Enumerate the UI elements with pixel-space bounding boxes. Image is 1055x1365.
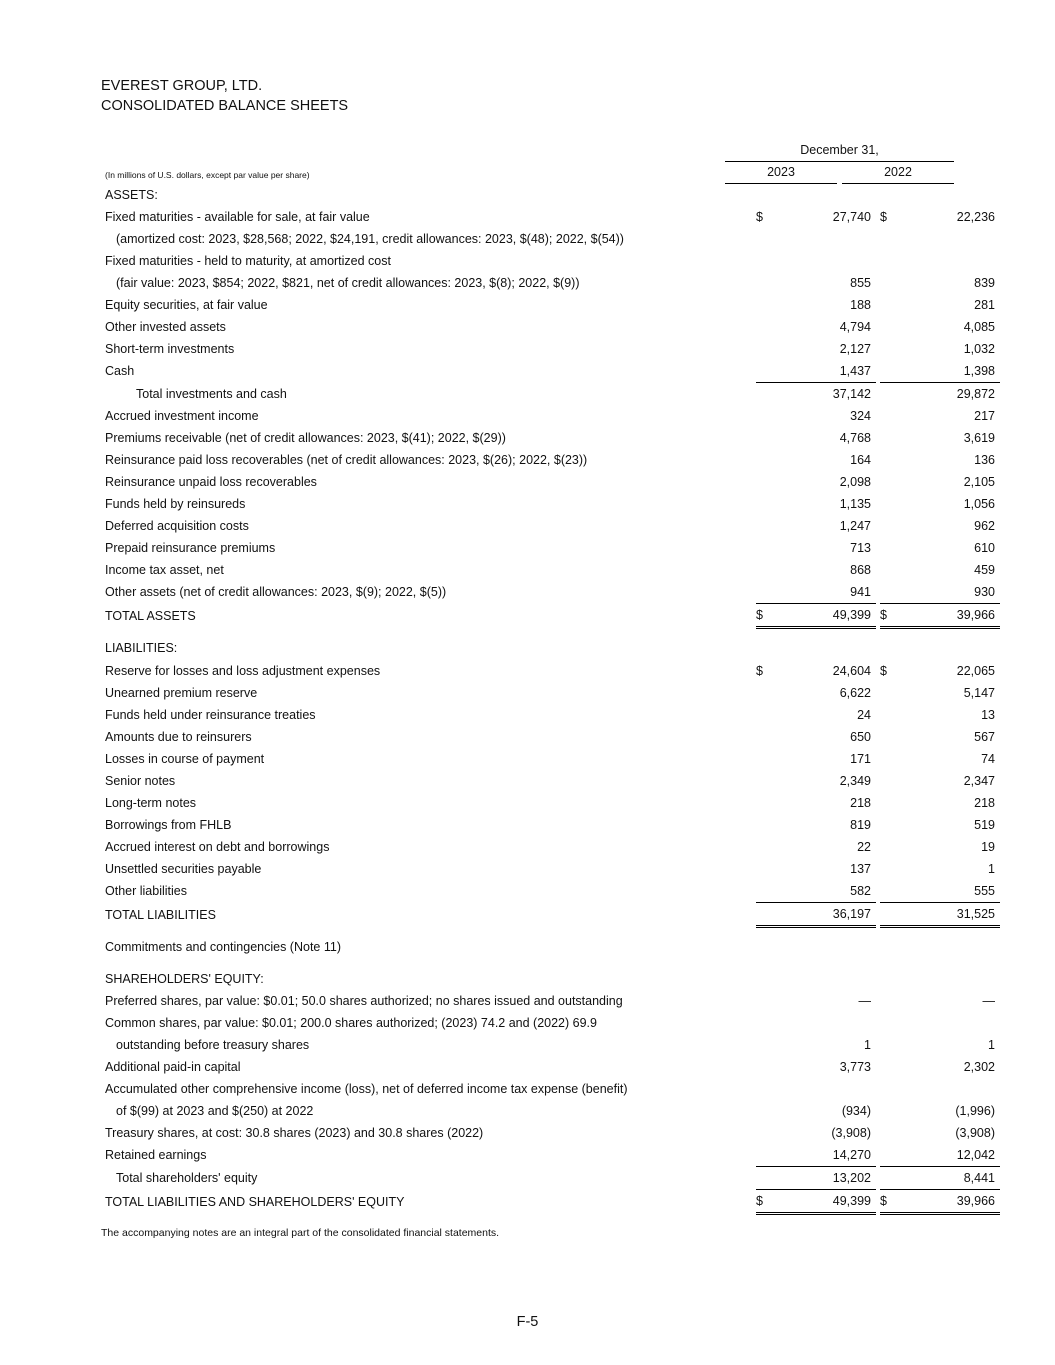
row-label: Deferred acquisition costs — [105, 519, 249, 533]
value-2022: (3,908) — [955, 1126, 995, 1140]
value-2022: 1,032 — [963, 342, 995, 356]
value-2023: 3,773 — [839, 1060, 871, 1074]
table-row — [105, 660, 1000, 682]
value-2022: 217 — [974, 409, 995, 423]
table-row — [105, 250, 1000, 272]
value-2022: 2,302 — [963, 1060, 995, 1074]
value-2022: 555 — [974, 884, 995, 898]
value-2022: 136 — [974, 453, 995, 467]
currency-2022: $ — [880, 210, 887, 224]
value-2022: — — [982, 994, 995, 1008]
company-name: EVEREST GROUP, LTD. — [101, 78, 263, 94]
value-2022: 74 — [981, 752, 995, 766]
subtotal-row — [105, 383, 1000, 406]
value-2023: 49,399 — [768, 604, 871, 628]
total-row — [105, 604, 1000, 628]
row-label: Long-term notes — [105, 796, 197, 810]
value-2022: 281 — [974, 298, 995, 312]
value-2023: 4,794 — [839, 320, 871, 334]
value-2022: 13 — [981, 708, 995, 722]
value-2022: 1,398 — [963, 364, 995, 378]
currency-2023: $ — [756, 664, 763, 678]
table-row — [105, 493, 1000, 515]
row-label: of $(99) at 2023 and $(250) at 2022 — [116, 1104, 314, 1118]
value-2022: 22,236 — [956, 210, 995, 224]
value-2023: 218 — [850, 796, 871, 810]
value-2023: 582 — [850, 884, 871, 898]
value-2023: 713 — [850, 541, 871, 555]
value-2022: 1 — [988, 1038, 995, 1052]
table-row — [105, 471, 1000, 493]
value-2023: 855 — [850, 276, 871, 290]
value-2022: 519 — [974, 818, 995, 832]
table-row — [105, 360, 1000, 383]
table-row — [105, 1122, 1000, 1144]
row-label: Accrued interest on debt and borrowings — [105, 840, 330, 854]
table-row — [105, 726, 1000, 748]
value-2023: 137 — [850, 862, 871, 876]
value-2022: 4,085 — [963, 320, 995, 334]
row-label: Premiums receivable (net of credit allowances: 2023, $(41); 2022, $(29)) — [105, 431, 506, 445]
table-row — [105, 880, 1000, 903]
row-label: Common shares, par value: $0.01; 200.0 shares authorized; (2023) 74.2 and (2022) 69.9 — [105, 1016, 597, 1030]
table-row — [105, 1100, 1000, 1122]
row-label: Unsettled securities payable — [105, 862, 262, 876]
row-label: Unearned premium reserve — [105, 686, 258, 700]
table-row — [105, 748, 1000, 770]
section-header — [105, 959, 1000, 990]
value-2023: 6,622 — [839, 686, 871, 700]
value-2023: 22 — [857, 840, 871, 854]
row-label: Reserve for losses and loss adjustment expenses — [105, 664, 381, 678]
row-label: Funds held under reinsurance treaties — [105, 708, 316, 722]
table-row — [105, 405, 1000, 427]
value-2023: 36,197 — [768, 903, 871, 927]
value-2023: 27,740 — [832, 210, 871, 224]
table-row — [105, 1144, 1000, 1167]
table-row — [105, 1034, 1000, 1056]
value-2023: 1,135 — [839, 497, 871, 511]
value-2023: (3,908) — [831, 1126, 871, 1140]
row-label: Reinsurance paid loss recoverables (net of credit allowances: 2023, $(26); 2022, $(23)) — [105, 453, 588, 467]
value-2023: 1,247 — [839, 519, 871, 533]
value-2022: 39,966 — [892, 604, 995, 628]
table-row — [105, 537, 1000, 559]
value-2023: 164 — [850, 453, 871, 467]
currency-2022: $ — [880, 1190, 892, 1214]
value-2022: 218 — [974, 796, 995, 810]
row-label: Commitments and contingencies (Note 11) — [105, 940, 341, 955]
value-2022: 567 — [974, 730, 995, 744]
row-label: Retained earnings — [105, 1148, 207, 1163]
value-2022: 2,105 — [963, 475, 995, 489]
table-row — [105, 1056, 1000, 1078]
value-2022: 19 — [981, 840, 995, 854]
table-row — [105, 581, 1000, 604]
row-label: Losses in course of payment — [105, 752, 265, 766]
table-row — [105, 559, 1000, 581]
total-row — [105, 1190, 1000, 1214]
row-label: Other invested assets — [105, 320, 226, 334]
row-label: (fair value: 2023, $854; 2022, $821, net of credit allowances: 2023, $(8); 2022, $(9)) — [116, 276, 580, 290]
row-label: Accrued investment income — [105, 409, 259, 423]
table-row — [105, 792, 1000, 814]
row-label: ASSETS: — [105, 188, 158, 202]
section-header — [105, 184, 1000, 206]
value-2022: 610 — [974, 541, 995, 555]
currency-2022: $ — [880, 664, 887, 678]
value-2023: 171 — [850, 752, 871, 766]
table-row — [105, 836, 1000, 858]
value-2023: 819 — [850, 818, 871, 832]
row-label: Preferred shares, par value: $0.01; 50.0 shares authorized; no shares issued and outstanding — [105, 994, 623, 1008]
table-row — [105, 294, 1000, 316]
table-row — [105, 1078, 1000, 1100]
table-row — [105, 927, 1000, 960]
value-2023: 650 — [850, 730, 871, 744]
section-header — [105, 628, 1000, 661]
table-row — [105, 316, 1000, 338]
table-row — [105, 272, 1000, 294]
value-2022: 962 — [974, 519, 995, 533]
value-2022: 5,147 — [963, 686, 995, 700]
value-2023: 868 — [850, 563, 871, 577]
value-2022: 2,347 — [963, 774, 995, 788]
value-2022: 839 — [974, 276, 995, 290]
currency-2023: $ — [756, 210, 763, 224]
value-2023: 14,270 — [832, 1148, 871, 1162]
value-2023: 188 — [850, 298, 871, 312]
value-2023: 2,349 — [839, 774, 871, 788]
row-label: Funds held by reinsureds — [105, 497, 246, 511]
table-row — [105, 770, 1000, 792]
total-row — [105, 903, 1000, 927]
row-label: TOTAL LIABILITIES AND SHAREHOLDERS' EQUITY — [105, 1194, 405, 1209]
units-note: (In millions of U.S. dollars, except par value per share) — [105, 170, 310, 180]
row-label: (amortized cost: 2023, $28,568; 2022, $24,191, credit allowances: 2023, $(48); 2022, $(54)) — [116, 232, 624, 246]
table-row — [105, 990, 1000, 1012]
row-label: Senior notes — [105, 774, 176, 788]
table-row — [105, 515, 1000, 537]
value-2023: 2,127 — [839, 342, 871, 356]
value-2022: 1 — [988, 862, 995, 876]
value-2022: 39,966 — [892, 1190, 995, 1214]
currency-2022: $ — [880, 604, 892, 628]
row-label: Borrowings from FHLB — [105, 818, 232, 832]
row-label: Accumulated other comprehensive income (loss), net of deferred income tax expense (benefit) — [105, 1082, 628, 1096]
row-label: Fixed maturities - held to maturity, at amortized cost — [105, 254, 391, 268]
row-label: Additional paid-in capital — [105, 1060, 241, 1074]
page-number: F-5 — [516, 1314, 539, 1330]
value-2023: — — [858, 994, 871, 1008]
value-2022: 3,619 — [963, 431, 995, 445]
value-2023: 24 — [857, 708, 871, 722]
year-header-2022: 2022 — [842, 165, 954, 184]
table-row — [105, 338, 1000, 360]
row-label: Reinsurance unpaid loss recoverables — [105, 475, 317, 489]
value-2023: 1,437 — [839, 364, 871, 378]
value-2022: 8,441 — [892, 1167, 995, 1190]
value-2022: 29,872 — [892, 383, 995, 406]
row-label: Short-term investments — [105, 342, 235, 356]
currency-2023: $ — [756, 1190, 768, 1214]
value-2023: 324 — [850, 409, 871, 423]
table-row — [105, 427, 1000, 449]
row-label: Income tax asset, net — [105, 563, 224, 577]
table-row — [105, 1012, 1000, 1034]
value-2022: 12,042 — [956, 1148, 995, 1162]
table-row — [105, 682, 1000, 704]
row-label: SHAREHOLDERS' EQUITY: — [105, 972, 264, 986]
row-label: Treasury shares, at cost: 30.8 shares (2023) and 30.8 shares (2022) — [105, 1126, 484, 1140]
balance-sheet-table — [105, 184, 1000, 1215]
footnote: The accompanying notes are an integral part of the consolidated financial statements. — [101, 1227, 500, 1239]
value-2023: (934) — [841, 1104, 871, 1118]
value-2022: 1,056 — [963, 497, 995, 511]
subtotal-row — [105, 1167, 1000, 1190]
table-row — [105, 449, 1000, 471]
value-2022: 22,065 — [956, 664, 995, 678]
value-2023: 4,768 — [839, 431, 871, 445]
row-label: LIABILITIES: — [105, 641, 178, 656]
row-label: Fixed maturities - available for sale, at fair value — [105, 210, 370, 224]
row-label: Equity securities, at fair value — [105, 298, 268, 312]
row-label: Total investments and cash — [136, 386, 287, 401]
row-label: Amounts due to reinsurers — [105, 730, 252, 744]
value-2022: 930 — [974, 585, 995, 599]
table-row — [105, 858, 1000, 880]
row-label: Other liabilities — [105, 884, 187, 899]
row-label: Total shareholders' equity — [116, 1171, 258, 1185]
table-row — [105, 228, 1000, 250]
row-label: Cash — [105, 364, 135, 379]
statement-title: CONSOLIDATED BALANCE SHEETS — [101, 98, 349, 114]
value-2023: 49,399 — [768, 1190, 871, 1214]
value-2023: 13,202 — [768, 1167, 871, 1190]
value-2023: 2,098 — [839, 475, 871, 489]
period-header: December 31, — [725, 143, 954, 162]
row-label: Other assets (net of credit allowances: 2023, $(9); 2022, $(5)) — [105, 585, 447, 600]
row-label: outstanding before treasury shares — [116, 1038, 310, 1052]
value-2022: 459 — [974, 563, 995, 577]
table-row — [105, 704, 1000, 726]
row-label: TOTAL LIABILITIES — [105, 907, 216, 922]
row-label: Prepaid reinsurance premiums — [105, 541, 276, 555]
year-header-2023: 2023 — [725, 165, 837, 184]
value-2022: (1,996) — [955, 1104, 995, 1118]
value-2023: 24,604 — [832, 664, 871, 678]
row-label: TOTAL ASSETS — [105, 608, 196, 623]
value-2023: 1 — [864, 1038, 871, 1052]
currency-2023: $ — [756, 604, 768, 628]
value-2023: 941 — [850, 585, 871, 599]
table-row — [105, 206, 1000, 228]
table-row — [105, 814, 1000, 836]
value-2023: 37,142 — [768, 383, 871, 406]
value-2022: 31,525 — [892, 903, 995, 927]
